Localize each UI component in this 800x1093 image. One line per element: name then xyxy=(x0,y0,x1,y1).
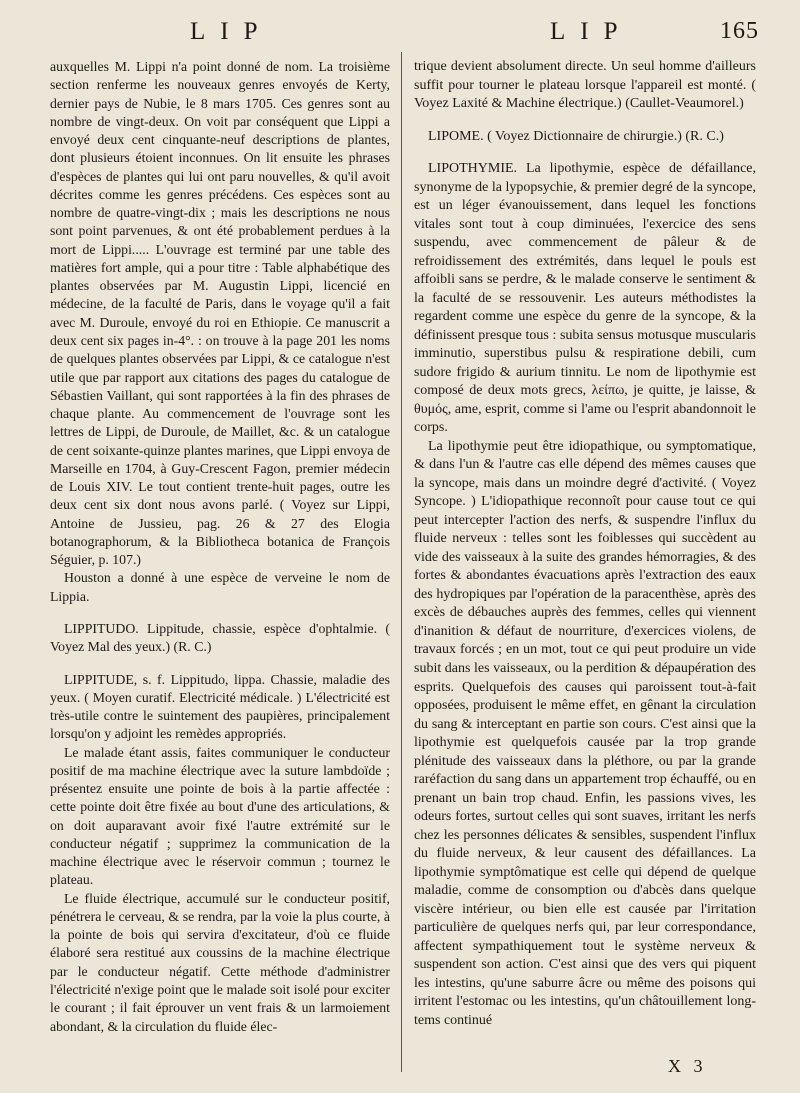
left-column xyxy=(50,58,390,1036)
dictionary-entry: LIPOTHYMIE. La lipothymie, espèce de défaillance, synonyme de la lypopsychie, & premier degré de la syncope, est un léger évanouissement, dans lequel les fonctions vitales sont tout à coup diminuées, l'exercice des sens suspendu, avec commencement de pâleur & de refroidissement des extrémités, dans lequel le pouls est affoibli sans se perdre, & le malade conserve le sentiment & la faculté de se ressouvenir. Les auteurs méthodistes la regardent comme une espèce du genre de la syncope, & la définissent presque tous : subita sensus motusque muscularis imminutio, superstibus pulsu & respiratione debili, cum sudore frigido & aurium tinnitu. Le nom de lipothymie est composé de deux mots grecs, λείπω, je quitte, je laisse, & θυμός, ame, esprit, comme si l'ame ou l'esprit abandonnoit le corps. xyxy=(414,161,756,436)
dictionary-entry: LIPPITUDE, s. f. Lippitudo, lippa. Chassie, maladie des yeux. ( Moyen curatif. Electricité médicale. ) L'électricité est très-utile contre le suintement des paupières, principalement lorsqu'on y adjoint les remèdes appropriés. xyxy=(50,671,390,742)
paragraph: auxquelles M. Lippi n'a point donné de nom. La troisième section renferme les nouveaux genres envoyés de Kerty, dernier pays de Nubie, le 8 mars 1705. Ces genres sont au nombre de vingt-deux. On voit par conséquent que Lippi a envoyé deux cent cinquante-neuf descriptions de plantes, dont plusieurs étoient inconnues. On lit ensuite les phrases d'espèces de plantes qui lui ont paru nouvelles, & qu'il avoit décrites comme les genres précédens. Ces espèces sont au nombre de quatre-vingt-dix ; mais les descriptions ne nous sont point parvenues, & ont été probablement perdues à la mort de Lippi..... L'ouvrage est terminé par une table des matières fort ample, qui a pour titre : Table alphabétique des plantes observées par M. Augustin Lippi, licencié en médecine, de la faculté de Paris, dans le voyage qu'il a fait avec M. Duroule, envoyé du roi en Ethiopie. Ce manuscrit a deux cent six pages in-4°. : on trouve à la page 201 les noms de quelques plantes observées par Lippi, & ce catalogue n'est utile que par rapport aux citations des pages du catalogue de Sébastien Vaillant, qui sont rapportées à la fin des phrases de chaque plante. Au commencement de l'ouvrage sont les lettres de Lippi, de Duroule, de Maillet, &c. & un catalogue de cent soixante-quinze plantes marines, que Lippi envoya de Marseille en 1704, à Guy-Crescent Fagon, premier médecin de Louis XIV. Le tout contient trente-huit pages, outre les deux cent six dont nous avons parlé. ( Voyez sur Lippi, Antoine de Jussieu, pag. 26 & 27 des Elogia botanographorum, & la Bibliotheca botanica de François Séguier, p. 107.) xyxy=(50,59,390,568)
paragraph: trique devient absolument directe. Un seul homme d'ailleurs suffit pour tourner le plateau lorsque l'appareil est monté. ( Voyez Laxité & Machine électrique.) (Caullet-Veaumorel.) xyxy=(414,59,756,112)
dictionary-entry: LIPOME. ( Voyez Dictionnaire de chirurgie.) (R. C.) xyxy=(428,128,724,144)
paragraph: La lipothymie peut être idiopathique, ou symptomatique, & dans l'un & l'autre cas elle dépend des mêmes causes que la syncope, mais dans un moindre degré d'activité. ( Voyez Syncope. ) L'idiopathique reconnoît pour cause tout ce qui peut intercepter l'action des nerfs, & suspendre l'influx du fluide nerveux : telles sont les foiblesses qui succèdent au vide des vaisseaux à la suite des grandes hémorragies, & des fortes & abondantes évacuations après l'extraction des eaux des hydropiques par l'opération de la paracenthèse, après des excès de débauches auprès des femmes, celles qui viennent d'inanition & défaut de nourriture, d'exercices violens, de travaux forcés ; en un mot, tout ce qui peut produire un vide subit dans les vaisseaux, ou la perdition & dépaupération des esprits. Quelquefois des causes qui paroissent tout-à-fait opposées, produisent le même effet, en gênant la circulation du sang & interceptant en partie son cours. C'est ainsi que la lipothymie est quelquefois causée par la trop grande plénitude des vaisseaux dans la pléthore, ou par la grande raréfaction du sang dans un appartement trop échauffé, ou en prenant un bain trop chaud. Enfin, les passions vives, les odeurs fortes, surtout celles qui sont suaves, irritant les nerfs chez les personnes délicates & sensibles, suspendent l'influx du fluide nerveux, & leur causent des défaillances. La lipothymie symptômatique est celle qui dépend de quelque maladie, comme de consomption ou d'abcès dans quelque viscère intérieur, ou bien elle est causée par l'irritation particulière de quelques nerfs qui, par leur correspondance, affectent sympathiquement tout le système nerveux & suspendent son action. C'est ainsi que des vers qui piquent les intestins, qu'une saburre âcre ou même des poisons qui irritent l'estomac ou les intestins, qu'un châtouillement long-tems continué xyxy=(414,438,756,1028)
paragraph: Le fluide électrique, accumulé sur le conducteur positif, pénétrera le cerveau, & se rendra, par la voie la plus courte, à la pointe de bois qui servira d'excitateur, d'où ce fluide élaboré sera restitué aux coussins de la machine électrique par le conducteur négatif. Cette méthode d'administrer l'électricité n'exige point que le malade soit isolé pour exciter le courant ; il fait éprouver un vent frais & un larmoiement abondant, & la circulation du fluide élec- xyxy=(50,890,390,1034)
column-divider xyxy=(401,52,402,1072)
paragraph: Le malade étant assis, faites communiquer le conducteur positif de ma machine électrique avec la suture lambdoïde ; présentez ensuite une pointe de bois à la partie affectée : cette pointe doit être fixée au bout d'une des articulations, & on doit auparavant avoir fixé l'autre extrémité sur le conducteur négatif ; supprimez la communication de la machine électrique avec le réservoir commun ; tournez le plateau. xyxy=(50,744,390,888)
running-head-right: LIP xyxy=(550,18,633,45)
dictionary-entry: LIPPITUDO. Lippitude, chassie, espèce d'ophtalmie. ( Voyez Mal des yeux.) (R. C.) xyxy=(50,620,390,655)
right-column xyxy=(414,58,756,1030)
paragraph: Houston a donné à une espèce de verveine le nom de Lippia. xyxy=(50,570,390,604)
running-head-left: LIP xyxy=(190,18,273,45)
page-number: 165 xyxy=(720,18,759,44)
signature-mark: X 3 xyxy=(668,1056,707,1076)
